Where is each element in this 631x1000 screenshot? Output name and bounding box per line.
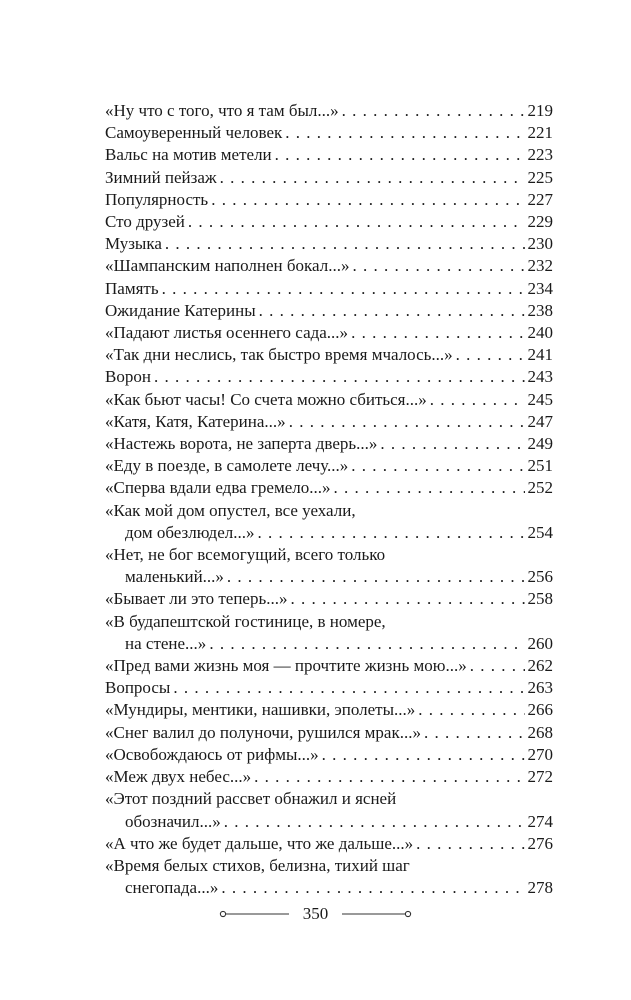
toc-entry-page: 266 <box>527 700 553 720</box>
toc-entry <box>105 677 553 699</box>
dot-leader <box>162 278 525 300</box>
toc-entry-page: 274 <box>527 811 553 831</box>
toc-entry-row <box>105 766 553 788</box>
toc-entry-page: 262 <box>527 656 553 676</box>
dot-leader <box>220 167 525 189</box>
toc-entry-row <box>105 211 553 233</box>
dot-leader <box>351 322 524 344</box>
dot-leader <box>259 300 525 322</box>
toc-entry-title: Ворон <box>105 367 151 387</box>
toc-entry-row <box>105 744 553 766</box>
toc-entry-page: 223 <box>527 145 553 165</box>
toc-entry <box>105 366 553 388</box>
toc-entry-row <box>105 389 553 411</box>
dot-leader <box>227 566 525 588</box>
dot-leader <box>154 366 525 388</box>
toc-entry <box>105 144 553 166</box>
toc-entry-page: 240 <box>527 323 553 343</box>
toc-entry-title: «Как бьют часы! Со счета можно сбиться...» <box>105 389 427 409</box>
toc-entry-page: 260 <box>527 633 553 653</box>
dot-leader <box>424 722 525 744</box>
left-ornament-icon <box>219 909 289 919</box>
toc-entry <box>105 722 553 744</box>
dot-leader <box>333 477 524 499</box>
dot-leader <box>221 877 524 899</box>
toc-entry-row <box>105 344 553 366</box>
toc-entry-title: Память <box>105 278 159 298</box>
dot-leader <box>211 189 524 211</box>
toc-entry-row <box>105 588 553 610</box>
toc-entry <box>105 100 553 122</box>
toc-entry-page: 241 <box>527 345 553 365</box>
toc-entry-row <box>105 300 553 322</box>
toc-entry-page: 238 <box>527 300 553 320</box>
toc-entry-title: Вальс на мотив метели <box>105 145 272 165</box>
toc-entry-row <box>105 522 553 544</box>
dot-leader <box>165 233 525 255</box>
toc-entry-title: «Меж двух небес...» <box>105 767 252 787</box>
toc-entry <box>105 766 553 788</box>
dot-leader <box>418 699 524 721</box>
toc-entry <box>105 411 553 433</box>
toc-entry-page: 263 <box>527 678 553 698</box>
toc-entry-page: 256 <box>527 567 553 587</box>
dot-leader <box>224 811 525 833</box>
dot-leader <box>456 344 525 366</box>
toc-entry-title: Вопросы <box>105 678 171 698</box>
dot-leader <box>257 522 524 544</box>
toc-entry-row <box>105 811 553 833</box>
page-number: 350 <box>302 904 329 923</box>
toc-entry-page: 252 <box>527 478 553 498</box>
toc-entry-title: маленький...» <box>125 567 224 587</box>
toc-entry-row <box>105 167 553 189</box>
toc-entry-title-line: «Этот поздний рассвет обнажил и ясней <box>105 789 397 809</box>
toc-entry-row <box>105 233 553 255</box>
dot-leader <box>352 255 524 277</box>
table-of-contents <box>105 100 553 899</box>
dot-leader <box>285 122 524 144</box>
toc-entry-title: «Катя, Катя, Катерина...» <box>105 411 286 431</box>
dot-leader <box>470 655 525 677</box>
toc-entry-title: «Настежь ворота, не заперта дверь...» <box>105 434 378 454</box>
toc-entry <box>105 255 553 277</box>
toc-entry-row <box>105 566 553 588</box>
dot-leader <box>173 677 524 699</box>
toc-entry <box>105 322 553 344</box>
toc-entry-title: «Мундиры, ментики, нашивки, эполеты...» <box>105 700 416 720</box>
toc-entry <box>105 389 553 411</box>
toc-entry-page: 258 <box>527 589 553 609</box>
toc-entry <box>105 300 553 322</box>
toc-entry <box>105 455 553 477</box>
toc-entry-row <box>105 366 553 388</box>
dot-leader <box>289 411 525 433</box>
toc-entry-row <box>105 100 553 122</box>
toc-entry-page: 243 <box>527 367 553 387</box>
dot-leader <box>322 744 525 766</box>
toc-entry-row <box>105 322 553 344</box>
toc-entry <box>105 122 553 144</box>
toc-entry <box>105 833 553 855</box>
toc-entry <box>105 788 553 832</box>
toc-entry-title: Музыка <box>105 234 162 254</box>
toc-entry <box>105 233 553 255</box>
toc-entry <box>105 855 553 899</box>
right-ornament-icon <box>342 909 412 919</box>
toc-entry <box>105 433 553 455</box>
toc-entry-title: «А что же будет дальше, что же дальше...» <box>105 833 414 853</box>
toc-entry-page: 219 <box>527 101 553 120</box>
toc-entry <box>105 189 553 211</box>
toc-entry-page: 229 <box>527 212 553 232</box>
toc-entry-title: «Сперва вдали едва гремело...» <box>105 478 331 498</box>
toc-entry-title-line: «Время белых стихов, белизна, тихий шаг <box>105 855 410 875</box>
toc-entry-row <box>105 633 553 655</box>
toc-entry <box>105 278 553 300</box>
toc-entry-page: 232 <box>527 256 553 276</box>
toc-entry-title: Ожидание Катерины <box>105 300 256 320</box>
toc-entry-page: 227 <box>527 189 553 209</box>
dot-leader <box>430 389 525 411</box>
toc-entry-page: 234 <box>527 278 553 298</box>
dot-leader <box>416 833 524 855</box>
toc-entry-row <box>105 255 553 277</box>
toc-entry <box>105 611 553 655</box>
toc-entry-row <box>105 833 553 855</box>
toc-entry-page: 225 <box>527 167 553 187</box>
toc-entry-page: 247 <box>527 411 553 431</box>
toc-entry-row <box>105 877 553 899</box>
toc-entry-title: снегопада...» <box>125 878 219 898</box>
toc-entry <box>105 744 553 766</box>
toc-entry <box>105 500 553 544</box>
toc-entry-title: «Ну что с того, что я там был...» <box>105 101 339 120</box>
toc-entry-title: Сто друзей <box>105 212 185 232</box>
toc-entry-page: 221 <box>527 123 553 143</box>
toc-entry-title: «Так дни неслись, так быстро время мчалось...» <box>105 345 453 365</box>
toc-entry <box>105 544 553 588</box>
toc-entry <box>105 655 553 677</box>
toc-entry <box>105 211 553 233</box>
toc-entry <box>105 477 553 499</box>
toc-entry-title-line: «В будапештской гостинице, в номере, <box>105 611 386 631</box>
toc-entry-row <box>105 699 553 721</box>
toc-entry-page: 270 <box>527 744 553 764</box>
dot-leader <box>254 766 524 788</box>
toc-entry-page: 251 <box>527 456 553 476</box>
toc-entry-title: обозначил...» <box>125 811 221 831</box>
toc-entry-title: Популярность <box>105 189 209 209</box>
toc-entry <box>105 167 553 189</box>
toc-entry-page: 272 <box>527 767 553 787</box>
toc-entry-row <box>105 722 553 744</box>
toc-entry-row <box>105 455 553 477</box>
toc-entry-page: 254 <box>527 522 553 542</box>
dot-leader <box>275 144 525 166</box>
dot-leader <box>290 588 524 610</box>
toc-entry-row <box>105 677 553 699</box>
toc-entry-row <box>105 477 553 499</box>
toc-entry-row <box>105 411 553 433</box>
toc-entry-row <box>105 144 553 166</box>
toc-entry-row <box>105 189 553 211</box>
toc-entry-title-line: «Как мой дом опустел, все уехали, <box>105 500 356 520</box>
dot-leader <box>342 100 525 122</box>
toc-entry-title: «Шампанским наполнен бокал...» <box>105 256 350 276</box>
toc-entry-title: «Освобождаюсь от рифмы...» <box>105 744 319 764</box>
toc-entry-title: «Бывает ли это теперь...» <box>105 589 288 609</box>
toc-entry-title: Зимний пейзаж <box>105 167 217 187</box>
toc-entry-title: дом обезлюдел...» <box>125 522 255 542</box>
toc-entry-title: «Еду в поезде, в самолете лечу...» <box>105 456 349 476</box>
toc-entry-title-line: «Нет, не бог всемогущий, всего только <box>105 545 386 565</box>
toc-entry-row <box>105 655 553 677</box>
toc-entry-title: «Пред вами жизнь моя — прочтите жизнь мою...» <box>105 656 467 676</box>
toc-entry-row <box>105 278 553 300</box>
toc-entry-row <box>105 122 553 144</box>
toc-entry-page: 230 <box>527 234 553 254</box>
toc-entry-title: «Падают листья осеннего сада...» <box>105 323 349 343</box>
toc-entry-title: Самоуверенный человек <box>105 123 283 143</box>
toc-entry-page: 268 <box>527 722 553 742</box>
toc-entry-page: 276 <box>527 833 553 853</box>
dot-leader <box>351 455 524 477</box>
toc-entry <box>105 588 553 610</box>
toc-entry <box>105 344 553 366</box>
dot-leader <box>209 633 524 655</box>
toc-entry-page: 249 <box>527 434 553 454</box>
toc-entry-page: 278 <box>527 878 553 898</box>
page-footer <box>0 904 631 924</box>
toc-entry-page: 245 <box>527 389 553 409</box>
toc-entry-title: «Снег валил до полуночи, рушился мрак...» <box>105 722 421 742</box>
toc-entry <box>105 699 553 721</box>
toc-entry-row <box>105 433 553 455</box>
toc-entry-title: на стене...» <box>125 633 207 653</box>
dot-leader <box>380 433 524 455</box>
dot-leader <box>188 211 525 233</box>
